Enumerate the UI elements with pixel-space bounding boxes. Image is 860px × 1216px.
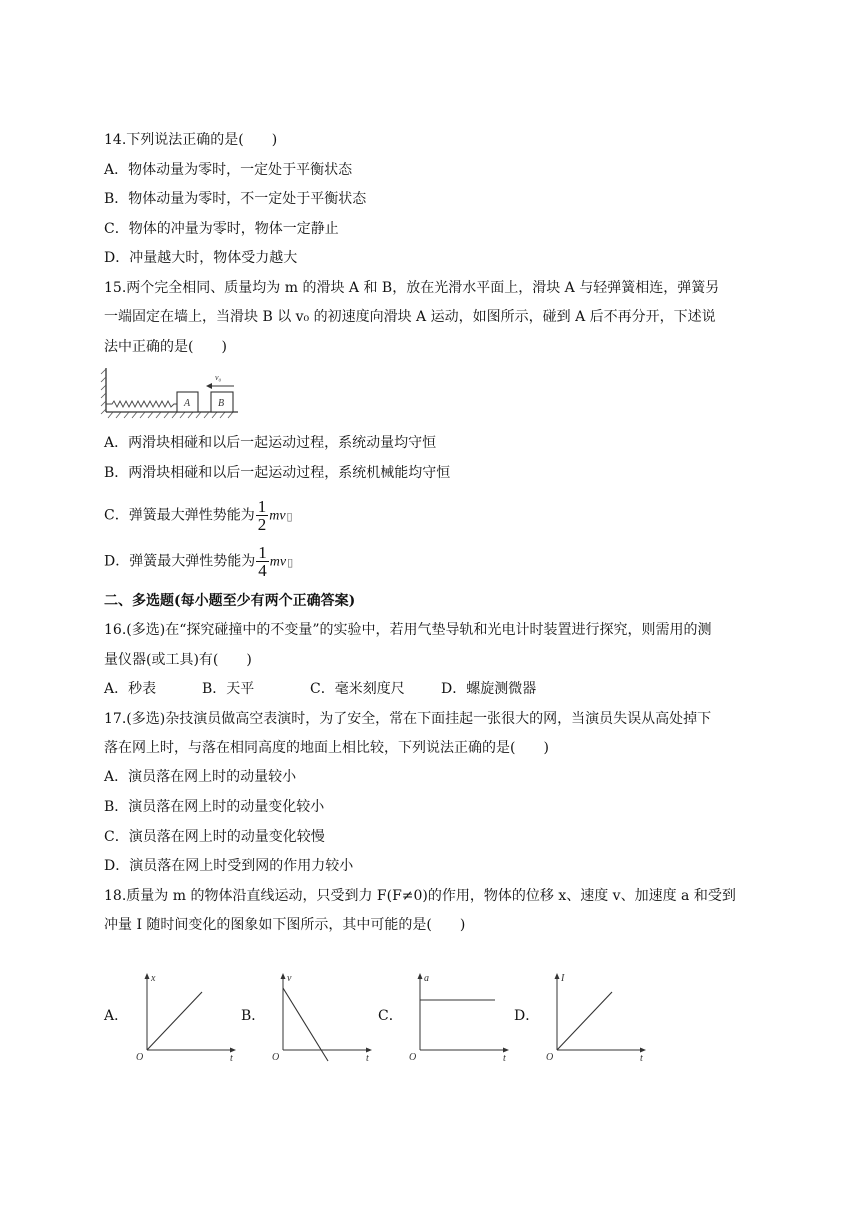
q18-graph-c bbox=[403, 970, 513, 1062]
q18-graph-d bbox=[540, 970, 650, 1062]
superscript-placeholder-icon: ▯ bbox=[287, 555, 294, 569]
q16-option-a: A．秒表 bbox=[104, 681, 157, 697]
q15-option-a: A．两滑块相碰和以后一起运动过程，系统动量均守恒 bbox=[104, 435, 437, 451]
graph-b-y-label: v bbox=[287, 973, 292, 984]
q14-option-d: D．冲量越大时，物体受力越大 bbox=[104, 250, 298, 266]
q18-graph-b-label: B． bbox=[241, 1008, 266, 1024]
velocity-label: v₀ bbox=[215, 373, 222, 382]
q15-option-b: B．两滑块相碰和以后一起运动过程，系统机械能均守恒 bbox=[104, 465, 451, 481]
graph-a-x-label: t bbox=[230, 1053, 233, 1064]
q16-stem-line2: 量仪器(或工具)有( ) bbox=[104, 652, 252, 668]
q18-stem-line2: 冲量 I 随时间变化的图象如下图所示，其中可能的是( ) bbox=[104, 917, 466, 933]
graph-c-origin: O bbox=[409, 1052, 417, 1063]
q16-option-b: B．天平 bbox=[202, 681, 255, 697]
section-title: 二、多选题(每小题至少有两个正确答案) bbox=[104, 593, 356, 609]
q18-graph-b bbox=[266, 970, 376, 1062]
fraction-numerator: 1 bbox=[258, 543, 267, 562]
mv-variable: mv bbox=[269, 554, 287, 570]
graph-b-x-label: t bbox=[366, 1053, 369, 1064]
q17-option-d: D．演员落在网上时受到网的作用力较小 bbox=[104, 858, 354, 874]
graph-d-x-label: t bbox=[640, 1053, 643, 1064]
fraction-one-quarter bbox=[256, 544, 269, 579]
q16-stem-line1: 16.(多选)在“探究碰撞中的不变量”的实验中，若用气垫导轨和光电计时装置进行探究，则需用的测 bbox=[104, 622, 712, 638]
fraction-denominator: 2 bbox=[257, 515, 267, 534]
fraction-denominator: 4 bbox=[258, 561, 267, 580]
q15-stem-line2: 一端固定在墙上，当滑块 B 以 v₀ 的初速度向滑块 A 运动，如图所示，碰到 A 后不再分开，下述说 bbox=[104, 309, 716, 325]
q17-option-c: C．演员落在网上时的动量变化较慢 bbox=[104, 829, 325, 845]
q17-stem-line2: 落在网上时，与落在相同高度的地面上相比较，下列说法正确的是( ) bbox=[104, 740, 549, 756]
superscript-placeholder-icon: ▯ bbox=[286, 509, 293, 523]
block-a-label: A bbox=[184, 398, 191, 409]
q15-option-c bbox=[104, 498, 293, 534]
q18-stem-line1: 18.质量为 m 的物体沿直线运动，只受到力 F(F≠0)的作用，物体的位移 x、速度 v、加速度 a 和受到 bbox=[104, 888, 736, 904]
q16-option-d: D．螺旋测微器 bbox=[441, 681, 537, 697]
spring bbox=[106, 401, 177, 407]
graph-d-y-label: I bbox=[561, 973, 565, 984]
graph-c-y-label: a bbox=[424, 973, 429, 984]
q15-spring-block-figure bbox=[100, 366, 242, 424]
graph-a-y-label: x bbox=[151, 973, 156, 984]
block-b-label: B bbox=[218, 398, 225, 409]
q18-graph-c-label: C． bbox=[378, 1008, 403, 1024]
q18-graph-a bbox=[130, 970, 240, 1062]
graph-a-line bbox=[147, 992, 202, 1050]
q14-option-b: B．物体动量为零时，不一定处于平衡状态 bbox=[104, 191, 367, 207]
q18-graph-a-label: A． bbox=[104, 1008, 129, 1024]
graph-b-origin: O bbox=[272, 1052, 280, 1063]
graph-d-line bbox=[557, 992, 612, 1050]
q16-option-c: C．毫米刻度尺 bbox=[310, 681, 405, 697]
graph-a-origin: O bbox=[136, 1052, 144, 1063]
q17-option-b: B．演员落在网上时的动量变化较小 bbox=[104, 799, 325, 815]
q14-option-c: C．物体的冲量为零时，物体一定静止 bbox=[104, 221, 339, 237]
graph-d-origin: O bbox=[546, 1052, 554, 1063]
graph-c-x-label: t bbox=[503, 1053, 506, 1064]
q14-option-a: A．物体动量为零时，一定处于平衡状态 bbox=[104, 162, 353, 178]
q15-option-c-text: C．弹簧最大弹性势能为 bbox=[104, 507, 255, 524]
q14-stem: 14.下列说法正确的是( ) bbox=[104, 132, 278, 148]
fraction-one-half bbox=[256, 498, 269, 533]
q15-option-d bbox=[104, 544, 293, 580]
q15-stem-line1: 15.两个完全相同、质量均为 m 的滑块 A 和 B，放在光滑水平面上，滑块 A 与轻弹簧相连，弹簧另 bbox=[104, 280, 720, 296]
q15-stem-line3: 法中正确的是( ) bbox=[104, 339, 227, 355]
mv-variable: mv bbox=[269, 508, 286, 524]
q17-option-a: A．演员落在网上时的动量较小 bbox=[104, 769, 297, 785]
fraction-numerator: 1 bbox=[257, 497, 267, 516]
q18-graph-d-label: D． bbox=[514, 1008, 540, 1024]
q17-stem-line1: 17.(多选)杂技演员做高空表演时，为了安全，常在下面挂起一张很大的网，当演员失误从高处掉下 bbox=[104, 711, 712, 727]
q15-option-d-text: D．弹簧最大弹性势能为 bbox=[104, 553, 256, 570]
